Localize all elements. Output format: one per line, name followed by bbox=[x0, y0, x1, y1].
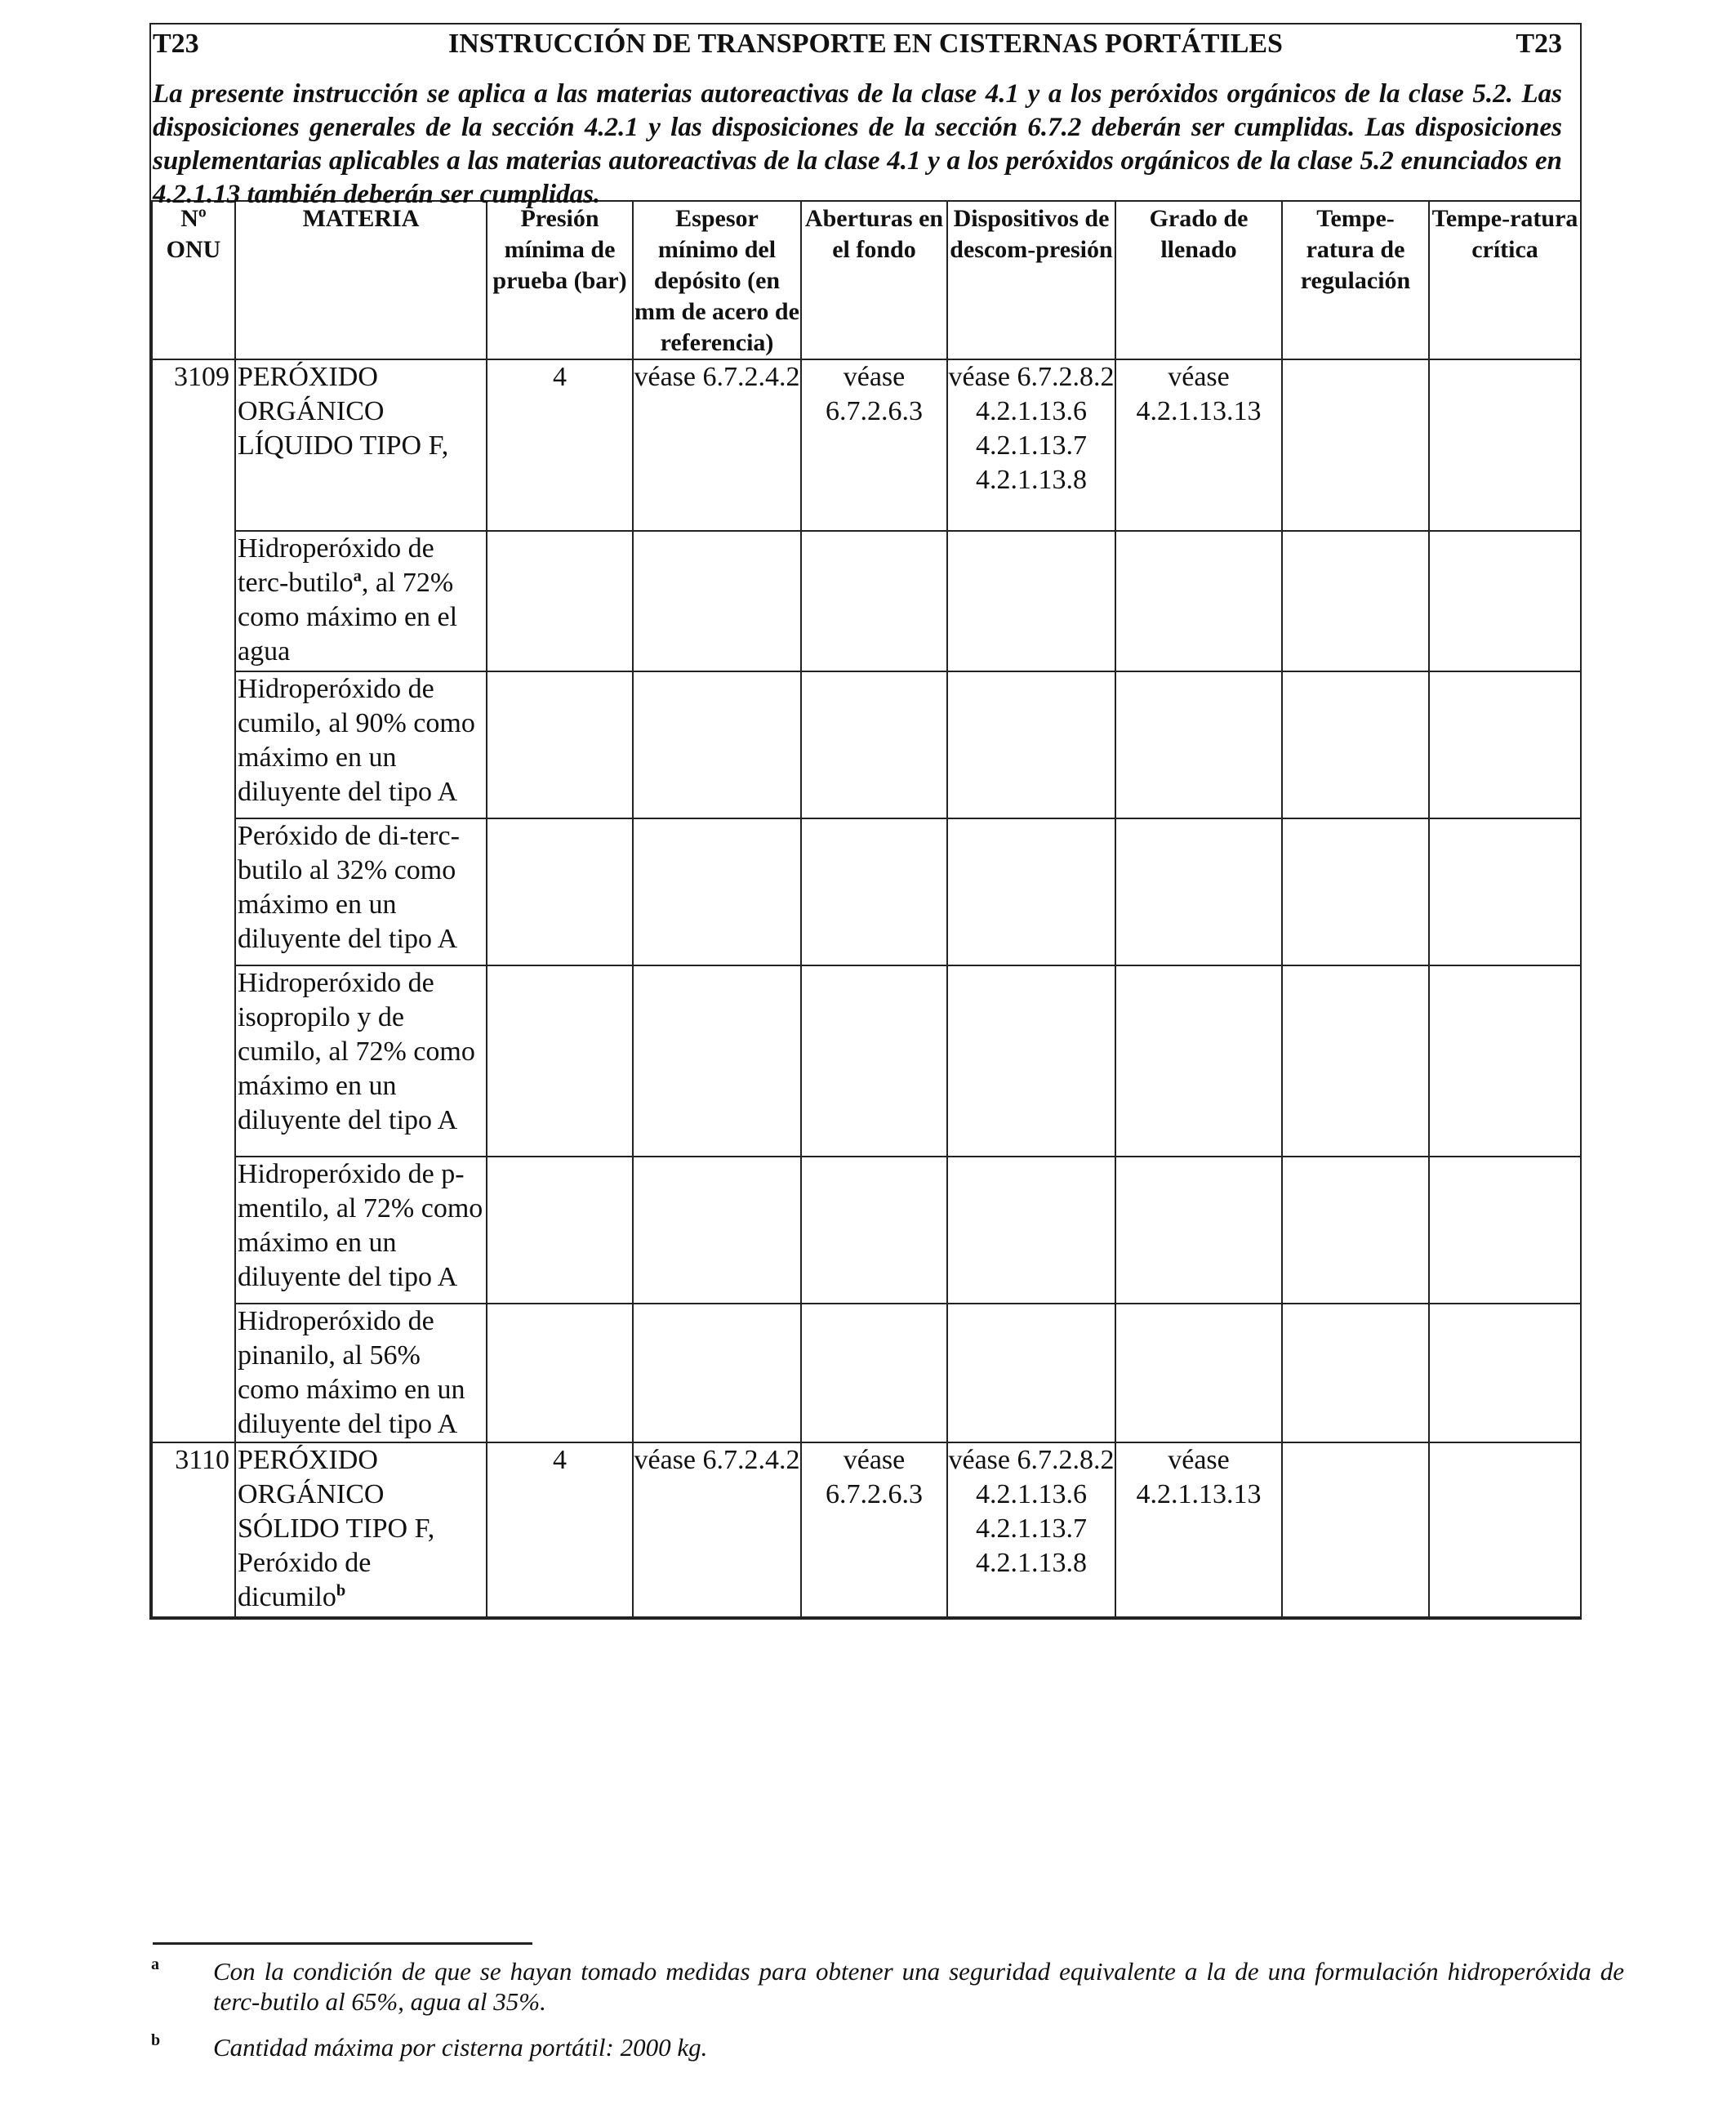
table-row bbox=[152, 1157, 1581, 1304]
cell-empty bbox=[1115, 671, 1282, 818]
cell-empty bbox=[947, 965, 1115, 1157]
cell-empty bbox=[1429, 965, 1581, 1157]
cell-grado-3110: véase 4.2.1.13.13 bbox=[1115, 1442, 1282, 1617]
cell-dispositivos-3109: véase 6.7.2.8.2 4.2.1.13.6 4.2.1.13.7 4.2.1.13.8 bbox=[947, 359, 1115, 531]
cell-temp-reg-3109 bbox=[1282, 359, 1429, 531]
footnote-ref-b: b bbox=[336, 1581, 346, 1600]
cell-aberturas-3110: véase 6.7.2.6.3 bbox=[801, 1442, 947, 1617]
cell-grado-3109: véase 4.2.1.13.13 bbox=[1115, 359, 1282, 531]
portable-tank-table bbox=[151, 200, 1582, 1618]
footnote-b bbox=[149, 2032, 1624, 2062]
table-row bbox=[152, 1442, 1581, 1617]
cell-empty bbox=[801, 1304, 947, 1442]
cell-onu-3110: 3110 bbox=[152, 1442, 235, 1617]
cell-empty bbox=[1115, 818, 1282, 965]
cell-espesor-3110: véase 6.7.2.4.2 bbox=[633, 1442, 801, 1617]
footnote-a-text: Con la condición de que se hayan tomado medidas para obtener una seguridad equivalente a la de una formulación hidroperóxida de terc-butilo al 65%, agua al 35%. bbox=[213, 1957, 1624, 2016]
cell-empty bbox=[1115, 1157, 1282, 1304]
cell-empty bbox=[487, 1157, 633, 1304]
col-temp-critica: Tempe-ratura crítica bbox=[1429, 201, 1581, 359]
cell-empty bbox=[1429, 531, 1581, 671]
footnote-b-text: Cantidad máxima por cisterna portátil: 2000 kg. bbox=[213, 2033, 708, 2062]
cell-materia-sub: Hidroperóxido de cumilo, al 90% como máximo en un diluyente del tipo A bbox=[235, 671, 487, 818]
cell-empty bbox=[1429, 671, 1581, 818]
instruction-code-right: T23 bbox=[1516, 29, 1562, 59]
col-temp-regulacion: Tempe-ratura de regulación bbox=[1282, 201, 1429, 359]
cell-empty bbox=[633, 671, 801, 818]
instruction-title: INSTRUCCIÓN DE TRANSPORTE EN CISTERNAS PORTÁTILES bbox=[448, 29, 1283, 59]
cell-empty bbox=[633, 965, 801, 1157]
cell-materia-3110 bbox=[235, 1442, 487, 1617]
cell-empty bbox=[1282, 1157, 1429, 1304]
cell-empty bbox=[487, 671, 633, 818]
cell-onu-3109: 3109 bbox=[152, 359, 235, 1442]
cell-empty bbox=[1429, 818, 1581, 965]
cell-empty bbox=[633, 818, 801, 965]
table-row bbox=[152, 965, 1581, 1157]
cell-empty bbox=[1115, 1304, 1282, 1442]
col-grado: Grado de llenado bbox=[1115, 201, 1282, 359]
cell-empty bbox=[801, 671, 947, 818]
cell-empty bbox=[1429, 1304, 1581, 1442]
col-onu: Nº ONU bbox=[152, 201, 235, 359]
cell-empty bbox=[1282, 818, 1429, 965]
cell-aberturas-3109: véase 6.7.2.6.3 bbox=[801, 359, 947, 531]
cell-temp-reg-3110 bbox=[1282, 1442, 1429, 1617]
cell-empty bbox=[487, 818, 633, 965]
cell-empty bbox=[1282, 671, 1429, 818]
footnote-b-mark: b bbox=[151, 2031, 161, 2049]
cell-presion-3110: 4 bbox=[487, 1442, 633, 1617]
cell-materia-sub: Peróxido de di-terc-butilo al 32% como máximo en un diluyente del tipo A bbox=[235, 818, 487, 965]
footnote-a bbox=[149, 1956, 1624, 2017]
cell-empty bbox=[947, 1304, 1115, 1442]
cell-empty bbox=[947, 671, 1115, 818]
footnote-separator bbox=[153, 1942, 532, 1945]
cell-empty bbox=[633, 531, 801, 671]
cell-empty bbox=[801, 818, 947, 965]
sub-materia-text-cont: , al 72% como máximo en el agua bbox=[238, 568, 458, 666]
cell-materia-sub: Hidroperóxido de isopropilo y de cumilo, al 72% como máximo en un diluyente del tipo A bbox=[235, 965, 487, 1157]
table-row bbox=[152, 359, 1581, 531]
cell-empty bbox=[487, 531, 633, 671]
cell-materia-3109: PERÓXIDO ORGÁNICO LÍQUIDO TIPO F, bbox=[235, 359, 487, 531]
sub-materia-text: Hidroperóxido de terc-butilo bbox=[238, 533, 434, 598]
col-dispositivos: Dispositivos de descom-presión bbox=[947, 201, 1115, 359]
footnote-a-mark: a bbox=[151, 1955, 159, 1973]
cell-empty bbox=[801, 531, 947, 671]
cell-empty bbox=[487, 965, 633, 1157]
cell-empty bbox=[947, 531, 1115, 671]
cell-empty bbox=[1282, 1304, 1429, 1442]
cell-espesor-3109: véase 6.7.2.4.2 bbox=[633, 359, 801, 531]
cell-empty bbox=[633, 1304, 801, 1442]
table-row bbox=[152, 818, 1581, 965]
cell-empty bbox=[947, 818, 1115, 965]
instruction-header bbox=[151, 25, 1580, 65]
cell-temp-crit-3110 bbox=[1429, 1442, 1581, 1617]
materia-3110-text: PERÓXIDO ORGÁNICO SÓLIDO TIPO F, Peróxido de dicumilo bbox=[238, 1445, 435, 1612]
cell-empty bbox=[633, 1157, 801, 1304]
cell-presion-3109: 4 bbox=[487, 359, 633, 531]
cell-materia-sub: Hidroperóxido de p-mentilo, al 72% como máximo en un diluyente del tipo A bbox=[235, 1157, 487, 1304]
cell-temp-crit-3109 bbox=[1429, 359, 1581, 531]
col-materia: MATERIA bbox=[235, 201, 487, 359]
col-espesor: Espesor mínimo del depósito (en mm de acero de referencia) bbox=[633, 201, 801, 359]
col-aberturas: Aberturas en el fondo bbox=[801, 201, 947, 359]
cell-empty bbox=[801, 965, 947, 1157]
cell-empty bbox=[947, 1157, 1115, 1304]
cell-dispositivos-3110: véase 6.7.2.8.2 4.2.1.13.6 4.2.1.13.7 4.2.1.13.8 bbox=[947, 1442, 1115, 1617]
table-row bbox=[152, 531, 1581, 671]
cell-empty bbox=[801, 1157, 947, 1304]
footnote-ref-a: a bbox=[353, 567, 362, 586]
cell-materia-sub bbox=[235, 531, 487, 671]
cell-empty bbox=[1115, 531, 1282, 671]
table-row bbox=[152, 1304, 1581, 1442]
instruction-code-left: T23 bbox=[153, 29, 199, 59]
col-presion: Presión mínima de prueba (bar) bbox=[487, 201, 633, 359]
cell-empty bbox=[1429, 1157, 1581, 1304]
cell-empty bbox=[1282, 531, 1429, 671]
table-row bbox=[152, 671, 1581, 818]
cell-materia-sub: Hidroperóxido de pinanilo, al 56% como máximo en un diluyente del tipo A bbox=[235, 1304, 487, 1442]
cell-empty bbox=[1115, 965, 1282, 1157]
cell-empty bbox=[487, 1304, 633, 1442]
cell-empty bbox=[1282, 965, 1429, 1157]
instruction-frame bbox=[149, 23, 1582, 1620]
intro-paragraph: La presente instrucción se aplica a las materias autoreactivas de la clase 4.1 y a los peróxidos orgánicos de la clase 5.2. Las disposiciones generales de la sección 4.2.1 y las disposiciones de la sección 6.7.2 deberán ser cumplidas. Las disposiciones suplementarias aplicables a las materias autoreactivas de la clase 4.1 y a los peróxidos orgánicos de la clase 5.2 enunciados en 4.2.1.13 también deberán ser cumplidas. bbox=[153, 79, 1562, 209]
table-header-row bbox=[152, 201, 1581, 359]
